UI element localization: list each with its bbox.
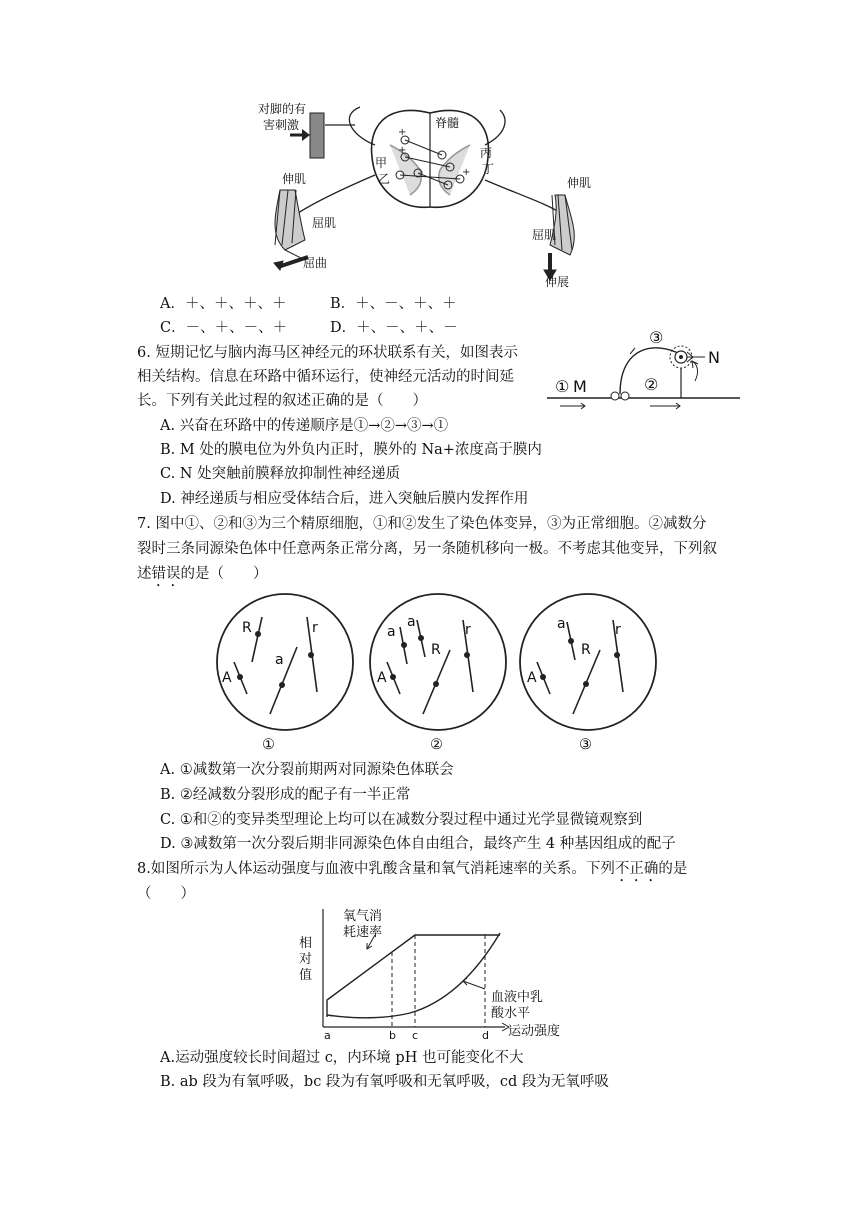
svg-text:+: +	[398, 145, 407, 156]
cell-2-label-5: A	[377, 670, 387, 686]
lactate-label-2: 酸水平	[491, 1006, 531, 1021]
cell-1-label-2: r	[312, 620, 318, 636]
cell-1-label-4: A	[222, 670, 232, 686]
q6-line-2: 相关结构。信息在环路中循环运行，使神经元活动的时间延	[137, 369, 514, 385]
neuron-loop-figure	[545, 326, 745, 416]
q7-line-3: 述错误的是（ ）	[137, 566, 268, 582]
stim-label-1: 对脚的有	[258, 102, 307, 116]
loop-label-1: ①	[555, 377, 570, 396]
q8-option-b: B. ab 段为有氧呼吸，bc 段为有氧呼吸和无氧呼吸，cd 段为无氧呼吸	[160, 1074, 609, 1090]
loop-label-3: ③	[649, 328, 664, 347]
q7-emphasis: 错误	[151, 566, 181, 582]
cell-2-label-3: r	[465, 622, 471, 638]
q6-option-a: A. 兴奋在环路中的传递顺序是①→②→③→①	[160, 418, 449, 434]
cell-1	[212, 592, 358, 732]
cell-1-caption: ①	[262, 737, 275, 753]
ylabel-2: 对	[299, 952, 313, 967]
lactate-label-1: 血液中乳	[491, 990, 544, 1005]
svg-text:+: +	[462, 167, 471, 178]
oxygen-curve	[327, 935, 500, 1017]
tick-c: c	[412, 1029, 419, 1040]
q7-option-b: B. ②经减数分裂形成的配子有一半正常	[160, 787, 411, 803]
cell-3-label-4: A	[527, 670, 537, 686]
label-ding: 丁	[482, 162, 495, 176]
tick-d: d	[482, 1029, 489, 1040]
left-flexor-label: 屈肌	[312, 216, 337, 230]
q6-option-d: D. 神经递质与相应受体结合后，进入突触后膜内发挥作用	[160, 491, 529, 507]
left-action-label: 屈曲	[303, 256, 328, 270]
cell-3-label-3: R	[581, 642, 591, 658]
loop-label-n: N	[708, 348, 720, 367]
cell-1-label-1: R	[242, 620, 252, 636]
q8-line-2: （ ）	[137, 886, 195, 902]
cell-3-label-2: r	[615, 622, 621, 638]
left-extensor-label: 伸肌	[282, 172, 307, 186]
q5-option-b: B．＋、－、＋、＋	[330, 296, 457, 312]
q8-emphasis: 不正确	[614, 861, 659, 877]
q8-chart	[295, 905, 580, 1040]
q8-line-1: 8.如图所示为人体运动强度与血液中乳酸含量和氧气消耗速率的关系。下列不正确的是	[137, 861, 688, 877]
q7-option-d: D. ③减数第一次分裂后期非同源染色体自由组合，最终产生 4 种基因组成的配子	[160, 836, 676, 852]
cell-2-caption: ②	[430, 737, 443, 753]
cell-1-label-3: a	[275, 652, 284, 668]
q7-option-c: C. ①和②的变异类型理论上均可以在减数分裂过程中通过光学显微镜观察到	[160, 812, 643, 828]
label-jia: 甲	[375, 156, 388, 170]
ylabel-1: 相	[299, 936, 313, 951]
loop-label-m: M	[573, 377, 587, 396]
q5-option-c: C．－、＋、－、＋	[160, 320, 288, 336]
oxygen-label-1: 氧气消	[343, 909, 383, 924]
q8-option-a: A.运动强度较长时间超过 c，内环境 pH 也可能变化不大	[160, 1050, 524, 1066]
q5-option-d: D．＋、－、＋、－	[330, 320, 458, 336]
oxygen-label-2: 耗速率	[343, 925, 383, 940]
cell-3-caption: ③	[579, 737, 592, 753]
label-yi: 乙	[378, 172, 391, 186]
label-bing: 丙	[480, 146, 493, 160]
xlabel: 运动强度	[508, 1024, 561, 1039]
cell-3-label-1: a	[557, 616, 566, 632]
loop-label-2: ②	[644, 375, 659, 394]
spinal-label: 脊髓	[435, 116, 460, 130]
cell-2	[365, 592, 511, 732]
q7-line-2: 裂时三条同源染色体中任意两条正常分离，另一条随机移向一极。不考虑其他变异，下列叙	[137, 541, 717, 557]
right-extensor-label: 伸肌	[567, 176, 592, 190]
svg-text:+: +	[398, 127, 407, 138]
ylabel-3: 值	[299, 968, 313, 983]
q6-option-b: B. M 处的膜电位为外负内正时，膜外的 Na+浓度高于膜内	[160, 442, 542, 458]
cell-2-label-4: R	[431, 642, 441, 658]
cell-2-label-2: a	[407, 614, 416, 630]
tick-a: a	[324, 1029, 331, 1040]
tick-b: b	[389, 1029, 396, 1040]
q7-option-a: A. ①减数第一次分裂前期两对同源染色体联会	[160, 762, 454, 778]
q5-option-a: A．＋、＋、＋、＋	[160, 296, 287, 312]
q6-option-c: C. N 处突触前膜释放抑制性神经递质	[160, 466, 401, 482]
spinal-reflex-figure	[250, 95, 610, 290]
q7-line-1: 7. 图中①、②和③为三个精原细胞，①和②发生了染色体变异，③为正常细胞。②减数分	[137, 516, 707, 532]
stim-label-2: 害刺激	[263, 118, 300, 132]
lactate-curve	[327, 933, 500, 1018]
spinal-cord	[372, 110, 489, 207]
cell-3	[515, 592, 661, 732]
right-action-label: 伸展	[545, 275, 570, 289]
q6-line-3: 长。下列有关此过程的叙述正确的是（ ）	[137, 393, 427, 409]
cell-2-label-1: a	[387, 624, 396, 640]
q6-line-1: 6. 短期记忆与脑内海马区神经元的环状联系有关，如图表示	[137, 345, 518, 361]
right-flexor-label: 屈肌	[532, 228, 557, 242]
